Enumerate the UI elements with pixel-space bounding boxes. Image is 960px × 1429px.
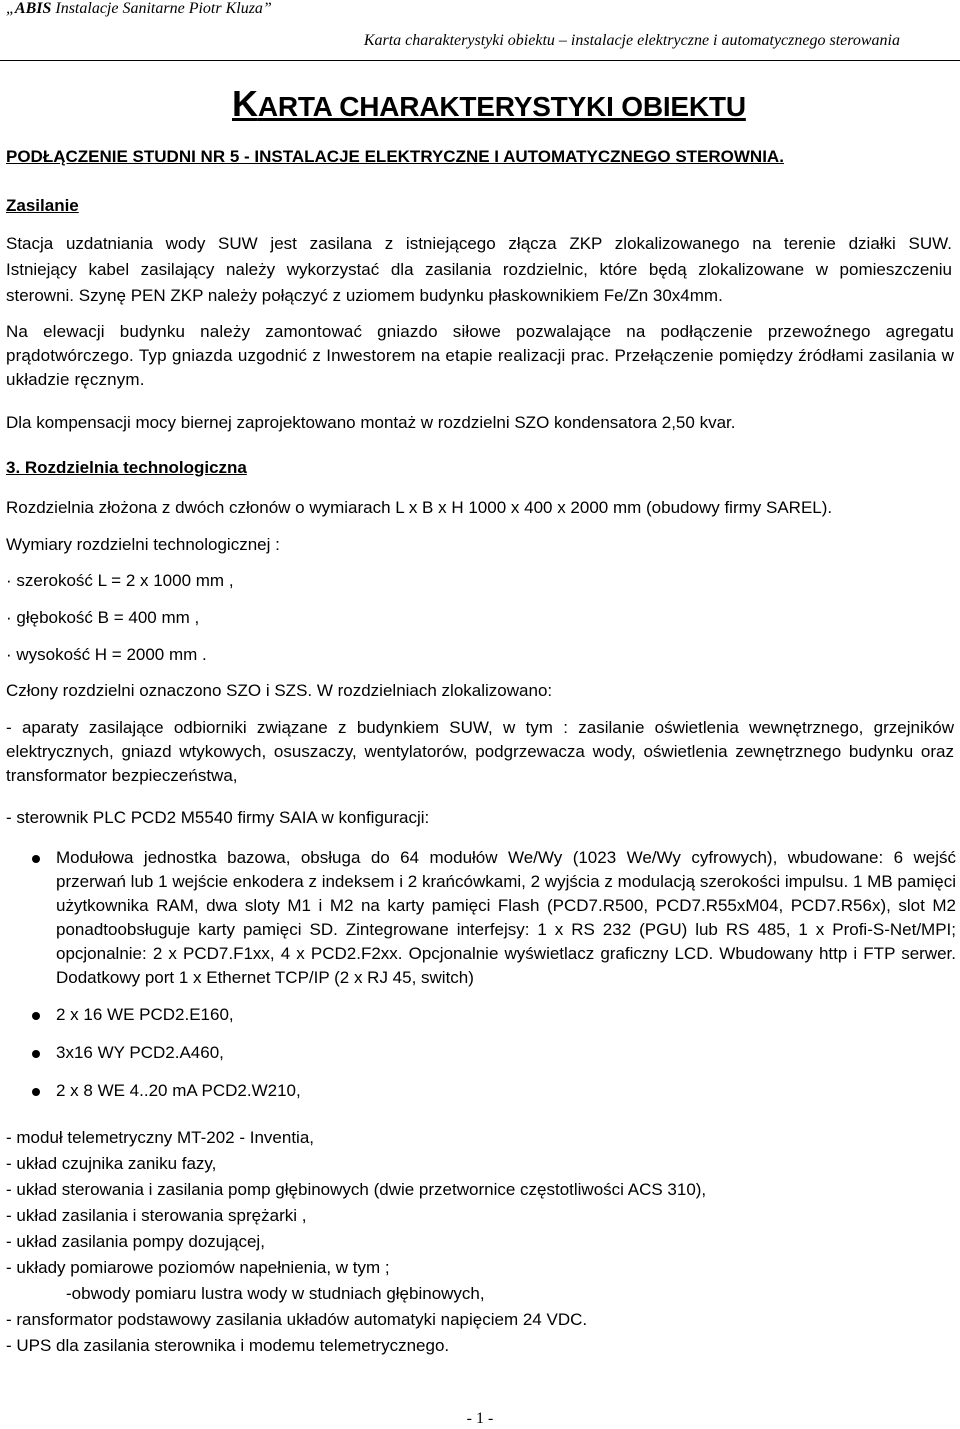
list-item: - UPS dla zasilania sterownika i modemu telemetrycznego. — [6, 1336, 450, 1355]
rozdzielnia-paragraph-3: Człony rozdzielni oznaczono SZO i SZS. W rozdzielniach zlokalizowano: — [6, 681, 553, 700]
section-heading-zasilanie: Zasilanie — [6, 196, 79, 215]
list-item — [28, 1041, 956, 1065]
list-item — [28, 846, 956, 990]
list-item: - układ zasilania i sterowania sprężarki , — [6, 1206, 307, 1225]
dimension-depth: · głębokość B = 400 mm , — [6, 608, 200, 627]
rozdzielnia-paragraph-5: - sterownik PLC PCD2 M5540 firmy SAIA w konfiguracji: — [6, 808, 430, 827]
title-rest: ARTA CHARAKTERYSTYKI OBIEKTU — [257, 91, 746, 122]
company-brand: ABIS — [14, 0, 52, 17]
list-item: - układ zasilania pompy dozującej, — [6, 1232, 265, 1251]
document-subject: Karta charakterystyki obiektu – instalacje elektryczne i automatycznego sterowania — [363, 32, 900, 49]
bullet-icon — [32, 1012, 40, 1020]
dimension-width: · szerokość L = 2 x 1000 mm , — [6, 571, 234, 590]
zasilanie-line-3: sterowni. Szynę PEN ZKP należy połączyć z uziomem budynku płaskownikiem Fe/Zn 30x4mm. — [6, 286, 723, 305]
page-subtitle: PODŁĄCZENIE STUDNI NR 5 - INSTALACJE ELEKTRYCZNE I AUTOMATYCZNEGO STEROWNIA. — [6, 147, 784, 166]
rozdzielnia-paragraph-2: Wymiary rozdzielni technologicznej : — [6, 535, 280, 554]
zasilanie-paragraph-3: Dla kompensacji mocy biernej zaprojektowano montaż w rozdzielni SZO kondensatora 2,50 kvar. — [6, 413, 736, 432]
title-first-letter: K — [232, 83, 258, 124]
quote-open: „ — [6, 0, 15, 17]
company-name: Instalacje Sanitarne Piotr Kluza — [51, 0, 263, 17]
list-item: - układ czujnika zaniku fazy, — [6, 1154, 217, 1173]
plc-config-list — [28, 846, 956, 1103]
rozdzielnia-paragraph-1: Rozdzielnia złożona z dwóch członów o wymiarach L x B x H 1000 x 400 x 2000 mm (obudowy firmy SAREL). — [6, 498, 833, 517]
zasilanie-line-1: Stacja uzdatniania wody SUW jest zasilana z istniejącego złącza ZKP zlokalizowanego na terenie działki SUW. — [6, 234, 952, 253]
list-item: - ransformator podstawowy zasilania układów automatyki napięciem 24 VDC. — [6, 1310, 588, 1329]
list-item-text: Modułowa jednostka bazowa, obsługa do 64 modułów We/Wy (1023 We/Wy cyfrowych), wbudowane: 6 wejść przerwań lub 1 wejście enkodera z indeksem i 2 krańcówkami, 2 wyjścia z modulacją szerokości impulsu. 1 MB pamięci użytkownika RAM, dwa sloty M1 i M2 na karty pamięci Flash (PCD7.R500, PCD7.R55xM04, PCD7.R56x), slot M2 ponadtoobsługuje karty pamięci SD. Zintegrowane interfejsy: 1 x RS 232 (PGU) lub RS 485, 1 x Profi-S-Net/MPI; opcjonalnie: 2 x PCD7.F1xx, 4 x PCD2.F2xx. Opcjonalnie wyświetlacz graficzny LCD. Wbudowany http i FTP serwer. Dodatkowy port 1 x Ethernet TCP/IP (2 x RJ 45, switch) — [56, 848, 956, 987]
rozdzielnia-paragraph-4: - aparaty zasilające odbiorniki związane z budynkiem SUW, w tym : zasilanie oświetlenia wewnętrznego, grzejników elektrycznych, gniazd wtykowych, osuszaczy, wentylatorów, podgrzewacza wody, oświetlenia zewnętrznego budynku oraz transformator bezpieczeństwa, — [6, 718, 954, 785]
list-item: - moduł telemetryczny MT-202 - Inventia, — [6, 1128, 315, 1147]
list-item: -obwody pomiaru lustra wody w studniach głębinowych, — [66, 1284, 485, 1303]
page-number: - 1 - — [466, 1410, 494, 1427]
list-item-text: 2 x 8 WE 4..20 mA PCD2.W210, — [56, 1081, 301, 1100]
company-header — [6, 0, 272, 18]
section-heading-rozdzielnia: 3. Rozdzielnia technologiczna — [6, 458, 247, 477]
list-item: - układy pomiarowe poziomów napełnienia, w tym ; — [6, 1258, 390, 1277]
list-item: - układ sterowania i zasilania pomp głębinowych (dwie przetwornice częstotliwości ACS 310), — [6, 1180, 707, 1199]
bullet-icon — [32, 1050, 40, 1058]
quote-close: ” — [262, 0, 272, 17]
zasilanie-paragraph-2: Na elewacji budynku należy zamontować gniazdo siłowe pozwalające na podłączenie przewoźnego agregatu prądotwórczego. Typ gniazda uzgodnić z Inwestorem na etapie realizacji prac. Przełączenie pomiędzy źródłami zasilania w układzie ręcznym. — [6, 322, 954, 389]
bullet-icon — [32, 855, 40, 863]
list-item-text: 2 x 16 WE PCD2.E160, — [56, 1005, 234, 1024]
header-divider — [0, 60, 960, 61]
list-item — [28, 1079, 956, 1103]
bullet-icon — [32, 1088, 40, 1096]
dimension-height: · wysokość H = 2000 mm . — [6, 645, 207, 664]
page-title — [232, 83, 746, 125]
list-item — [28, 1003, 956, 1027]
list-item-text: 3x16 WY PCD2.A460, — [56, 1043, 224, 1062]
zasilanie-line-2: Istniejący kabel zasilający należy wykorzystać dla zasilania rozdzielnic, które będą zlokalizowane w pomieszczeniu — [6, 260, 952, 279]
